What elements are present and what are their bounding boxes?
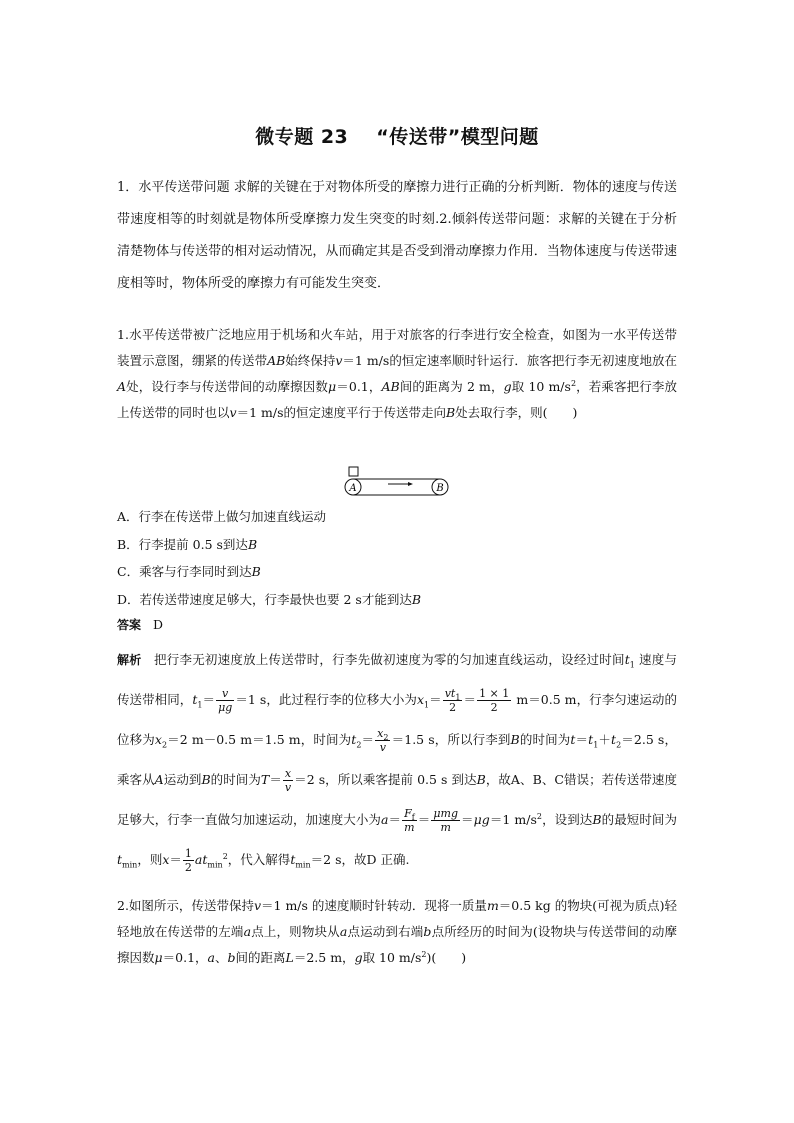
q1-text: 间的距离为 2 m， bbox=[399, 379, 504, 394]
solution-text: ＝1 s，此过程行李的位移大小为 bbox=[235, 692, 417, 707]
question-1: 1.水平传送带被广泛地应用于机场和火车站，用于对旅客的行李进行安全检查，如图为一水平传送带装置示意图，绷紧的传送带AB始终保持v＝1 m/s的恒定速率顺时针运行．旅客把行李无初速度地放在A处，设行李与传送带间的动摩擦因数μ＝0.1，AB间的距离为 2 m，g取 10 $m/s^2$，若乘客把行李放上传送带的同时也以v＝1 m/s的恒定速度平行于传送带走向B处去取行李，则( ) bbox=[117, 327, 677, 420]
solution-text: ＝1.5 s，所以行李到 bbox=[391, 732, 511, 747]
q2-text: 取 10 m/s bbox=[362, 950, 422, 965]
q2-text: ＝1 m/s 的速度顺时针转动．现将一质量 bbox=[261, 898, 487, 913]
solution-text: m＝0.5 m，行李匀速运动的位移为 bbox=[117, 692, 677, 747]
q1-var: AB bbox=[267, 353, 286, 368]
label-b: B bbox=[436, 483, 444, 494]
option-b bbox=[117, 531, 677, 559]
solution-text: ＝1 m/s bbox=[489, 812, 537, 827]
q2-text: ＝0.5 kg 的物块(可视为质点)轻轻地放在传送带的左端 bbox=[117, 898, 677, 939]
label-a: A bbox=[349, 483, 357, 494]
option-c bbox=[117, 558, 677, 586]
option-d-var: B bbox=[411, 591, 422, 607]
answer-line bbox=[117, 612, 163, 638]
q1-text: ＝1 m/s的恒定速度平行于传送带走向 bbox=[236, 405, 446, 420]
conveyor-diagram bbox=[336, 463, 456, 499]
solution-text: ＝2.5 s，乘客从 bbox=[117, 732, 677, 787]
option-c-var: B bbox=[251, 564, 261, 579]
solution-text: ，故A、B、C错误；若传送带速度足够大，行李一直做匀加速运动，加速度大小为 bbox=[117, 772, 677, 827]
option-d-text: D．若传送带速度足够大，行李最快也要 2 s才能到达 bbox=[117, 591, 412, 607]
solution-text: 的时间为 bbox=[519, 732, 571, 747]
options-list bbox=[117, 503, 677, 613]
q2-text: 、 bbox=[214, 950, 228, 965]
q2-text: 点所经历的时间为(设物块与传送带间的动摩擦因数 bbox=[117, 924, 677, 965]
q1-text: ，若乘客把行李放上传送带的同时也以 bbox=[117, 379, 677, 420]
q2-text: 2.如图所示，传送带保持 bbox=[117, 898, 254, 913]
solution-text: 把行李无初速度放上传送带时，行李先做初速度为零的匀加速直线运动，设经过时间 bbox=[154, 652, 625, 667]
q2-text: 点运动到右端 bbox=[347, 924, 424, 939]
solution-text: ，则 bbox=[137, 852, 163, 867]
q1-text: ＝1 m/s的恒定速率顺时针运行．旅客把行李无初速度地放在 bbox=[342, 353, 677, 368]
q1-var: μ bbox=[328, 379, 337, 394]
solution-text: 的时间为 bbox=[210, 772, 261, 787]
option-b-text: B．行李提前 0.5 s到达 bbox=[117, 536, 248, 552]
answer-value: D bbox=[152, 617, 163, 632]
solution-text: ＝2 m－0.5 m＝1.5 m，时间为 bbox=[167, 732, 352, 747]
q1-var: AB bbox=[381, 379, 400, 394]
question-2: 2.如图所示，传送带保持v＝1 m/s 的速度顺时针转动．现将一质量m＝0.5 kg 的物块(可视为质点)轻轻地放在传送带的左端a点上，则物块从a点运动到右端b点所经历的时间为(设物块与传送带间的动摩擦因数μ＝0.1，a、b间的距离L＝2.5 m，g取 10 $m/s^2$)( ) bbox=[117, 898, 677, 965]
title-topic: “传送带”模型问题 bbox=[376, 126, 539, 148]
q1-var: g bbox=[503, 379, 512, 394]
option-d bbox=[117, 586, 677, 614]
q1-text: 始终保持 bbox=[285, 353, 336, 368]
q1-text: ＝0.1， bbox=[336, 379, 382, 394]
option-c-text: C．乘客与行李同时到达 bbox=[117, 564, 252, 579]
solution-label: 解析 bbox=[117, 653, 142, 667]
solution-text: ，设到达 bbox=[542, 812, 593, 827]
page-title bbox=[0, 122, 794, 149]
solution-text: ＝2 s，故D 正确. bbox=[310, 852, 410, 867]
title-main: 微专题 23 bbox=[255, 126, 349, 148]
solution-block: 解析 把行李无初速度放上传送带时，行李先做初速度为零的匀加速直线运动，设经过时间$t_1$ 速度与传送带相同，$t_1=$ $\frac{v}{\mu g}$ ＝1 s，此过程行李的位移大小为$x_1=$ $\frac{vt_1}{2}$ ＝ $\frac{1 \times 1}{2}$ m＝0.5 m，行李匀速运动的位移为$x_2=2$ m－0.5 m＝1.5 m，时间为$t_2=$ $\frac{x_2}{v}$ ＝1.5 s，所以行李到B的时间为$t=t_1+t_2=2.5$ s，乘客从A运动到B的时间为T＝ $\frac{x}{v}$ ＝2 s，所以乘客提前 0.5 s 到达B，故A、B、C错误；若传送带速度足够大，行李一直做匀加速运动，加速度大小为a＝ $\frac{F_f}{m}$ ＝ $\frac{\text{μmg}}{m}$ ＝μg＝1 $m/s^2$，设到达B的最短时间为$t_{min}$，则x＝ $\frac{1}{2}$ $at_{min}^2$，代入解得$t_{min}=2$ s，故D 正确. bbox=[117, 652, 677, 874]
q1-text: 处，设行李与传送带间的动摩擦因数 bbox=[126, 379, 329, 394]
intro-text: 1．水平传送带问题 求解的关键在于对物体所受的摩擦力进行正确的分析判断．物体的速度与传送带速度相等的时刻就是物体所受摩擦力发生突变的时刻.2.倾斜传送带问题：求解的关键在于分析清楚物体与传送带的相对运动情况，从而确定其是否受到滑动摩擦力作用．当物体速度与传送带速度相等时，物体所受的摩擦力有可能发生突变． bbox=[117, 180, 677, 291]
solution-text: ，代入解得 bbox=[227, 852, 291, 867]
q1-var: B bbox=[445, 405, 456, 420]
q2-text: 点上，则物块从 bbox=[251, 924, 340, 939]
solution-text: 速度与传送带相同， bbox=[117, 652, 677, 707]
option-a-text: A．行李在传送带上做匀加速直线运动 bbox=[117, 509, 327, 524]
q2-text: 间的距离 bbox=[235, 950, 286, 965]
solution-text: 的最短时间为 bbox=[601, 812, 677, 827]
q1-var: v bbox=[335, 353, 343, 368]
solution-text: ＝2 s，所以乘客提前 0.5 s 到达 bbox=[294, 772, 477, 787]
q2-text: ＝2.5 m， bbox=[293, 950, 355, 965]
answer-label: 答案 bbox=[117, 618, 142, 632]
q1-var: A bbox=[117, 379, 127, 394]
q2-text: ＝0.1， bbox=[162, 950, 208, 965]
intro-paragraph bbox=[117, 172, 677, 300]
q1-var: v bbox=[229, 405, 237, 420]
q1-text: 1.水平传送带被广泛地应用于机场和火车站，用于对旅客的行李进行安全检查，如图为一水平传送带装置示意图，绷紧的传送带 bbox=[117, 327, 677, 368]
arrow-head-icon bbox=[408, 482, 413, 486]
q1-text: 取 10 m/s bbox=[511, 379, 571, 394]
luggage-box bbox=[349, 467, 358, 476]
solution-text: 运动到 bbox=[163, 772, 202, 787]
q1-text: 处去取行李，则( ) bbox=[455, 405, 578, 420]
q2-text: )( ) bbox=[426, 950, 467, 965]
option-b-var: B bbox=[247, 536, 258, 552]
option-a bbox=[117, 503, 677, 531]
